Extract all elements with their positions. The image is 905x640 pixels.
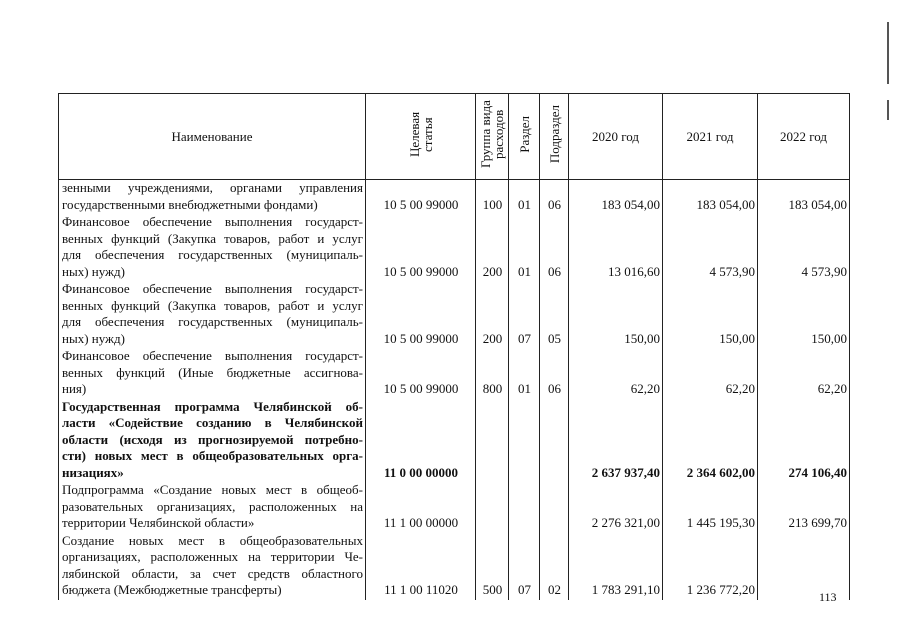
table-row <box>59 180 850 215</box>
table-row <box>59 482 850 533</box>
row-expense-group: 200 <box>476 281 509 348</box>
row-expense-group: 500 <box>476 533 509 600</box>
row-name <box>59 348 366 399</box>
row-name-line: Финансовое обеспечение выполнения государст- <box>62 214 363 229</box>
row-target-article: 11 1 00 11020 <box>366 533 476 600</box>
table-row <box>59 214 850 281</box>
row-expense-group <box>476 399 509 483</box>
row-subsection: 06 <box>540 180 569 215</box>
row-value-2020: 183 054,00 <box>569 180 663 215</box>
table-row <box>59 348 850 399</box>
budget-table <box>58 93 850 600</box>
row-target-article: 10 5 00 99000 <box>366 348 476 399</box>
row-name-line: ных) нужд) <box>62 263 125 279</box>
row-name-line: Создание новых мест в общеобразовательных <box>62 532 363 548</box>
row-section: 01 <box>509 348 540 399</box>
row-value-2021: 62,20 <box>663 348 758 399</box>
row-subsection <box>540 399 569 483</box>
row-expense-group: 200 <box>476 214 509 281</box>
row-name <box>59 214 366 281</box>
table-row <box>59 281 850 348</box>
row-name-line: разовательных организациях, расположенных на <box>62 498 363 514</box>
row-value-2021: 183 054,00 <box>663 180 758 215</box>
row-value-2020: 62,20 <box>569 348 663 399</box>
row-subsection: 06 <box>540 214 569 281</box>
row-section: 01 <box>509 180 540 215</box>
row-value-2022: 213 699,70 <box>758 482 850 533</box>
margin-line-lower <box>887 100 889 120</box>
row-name-line: зенными учреждениями, органами управления <box>62 180 363 195</box>
row-name <box>59 533 366 600</box>
header-section: Раздел <box>509 94 540 180</box>
row-value-2021: 4 573,90 <box>663 214 758 281</box>
row-name-line: для обеспечения государственных (муниципаль- <box>62 247 363 262</box>
row-expense-group <box>476 482 509 533</box>
row-name-line: для обеспечения государственных (муниципаль- <box>62 314 363 329</box>
row-value-2020: 1 783 291,10 <box>569 533 663 600</box>
row-name-line: сти) новых мест в общеобразовательных орга- <box>62 448 363 463</box>
row-value-2021: 2 364 602,00 <box>663 399 758 483</box>
row-value-2020: 150,00 <box>569 281 663 348</box>
row-value-2020: 2 276 321,00 <box>569 482 663 533</box>
page-number: 113 <box>819 590 837 604</box>
row-name-line: ласти «Содействие созданию в Челябинской <box>62 415 363 430</box>
row-target-article: 11 1 00 00000 <box>366 482 476 533</box>
row-subsection: 02 <box>540 533 569 600</box>
row-value-2022: 274 106,40 <box>758 399 850 483</box>
row-name-line: Финансовое обеспечение выполнения государст- <box>62 348 363 363</box>
row-subsection: 05 <box>540 281 569 348</box>
row-name <box>59 281 366 348</box>
row-name-line: территории Челябинской области» <box>62 515 255 530</box>
row-name-line: венных функций (Закупка товаров, работ и услуг <box>62 230 363 246</box>
header-name: Наименование <box>59 94 366 180</box>
row-value-2021: 150,00 <box>663 281 758 348</box>
row-target-article: 11 0 00 00000 <box>366 399 476 483</box>
row-name-line: венных функций (Закупка товаров, работ и услуг <box>62 297 363 313</box>
row-name-line: низациях» <box>62 464 124 480</box>
row-section: 07 <box>509 533 540 600</box>
row-name-line: венных функций (Иные бюджетные ассигнова- <box>62 364 363 380</box>
header-2020: 2020 год <box>569 94 663 180</box>
row-section: 01 <box>509 214 540 281</box>
table-row <box>59 399 850 483</box>
header-expense-group: Группа вида расходов <box>476 94 509 180</box>
row-value-2022: 150,00 <box>758 281 850 348</box>
row-name-line: Финансовое обеспечение выполнения государст- <box>62 281 363 296</box>
row-expense-group: 100 <box>476 180 509 215</box>
row-name-line: области (исходя из прогнозируемой потребно- <box>62 431 363 447</box>
row-value-2020: 2 637 937,40 <box>569 399 663 483</box>
row-value-2022: 4 573,90 <box>758 214 850 281</box>
row-name-line: лябинской области, за счет средств областного <box>62 565 363 581</box>
row-name <box>59 180 366 215</box>
row-target-article: 10 5 00 99000 <box>366 214 476 281</box>
row-name <box>59 399 366 483</box>
row-name <box>59 482 366 533</box>
row-name-line: бюджета (Межбюджетные трансферты) <box>62 582 282 597</box>
margin-line <box>887 22 889 84</box>
row-expense-group: 800 <box>476 348 509 399</box>
row-name-line: ных) нужд) <box>62 330 125 346</box>
row-name-line: государственными внебюджетными фондами) <box>62 196 318 212</box>
table-header-row <box>59 94 850 180</box>
header-subsection: Подраздел <box>540 94 569 180</box>
header-2021: 2021 год <box>663 94 758 180</box>
row-name-line: ния) <box>62 381 87 396</box>
row-value-2020: 13 016,60 <box>569 214 663 281</box>
table-row <box>59 533 850 600</box>
row-name-line: Государственная программа Челябинской об- <box>62 398 363 414</box>
row-target-article: 10 5 00 99000 <box>366 180 476 215</box>
row-value-2021: 1 445 195,30 <box>663 482 758 533</box>
row-subsection <box>540 482 569 533</box>
row-section <box>509 399 540 483</box>
row-value-2022: 62,20 <box>758 348 850 399</box>
row-subsection: 06 <box>540 348 569 399</box>
row-name-line: организациях, расположенных на территории Че- <box>62 549 363 564</box>
header-target-article: Целевая статья <box>366 94 476 180</box>
row-value-2022: 183 054,00 <box>758 180 850 215</box>
row-section: 07 <box>509 281 540 348</box>
row-target-article: 10 5 00 99000 <box>366 281 476 348</box>
row-value-2021: 1 236 772,20 <box>663 533 758 600</box>
header-2022: 2022 год <box>758 94 850 180</box>
row-section <box>509 482 540 533</box>
row-name-line: Подпрограмма «Создание новых мест в общеоб- <box>62 482 363 497</box>
